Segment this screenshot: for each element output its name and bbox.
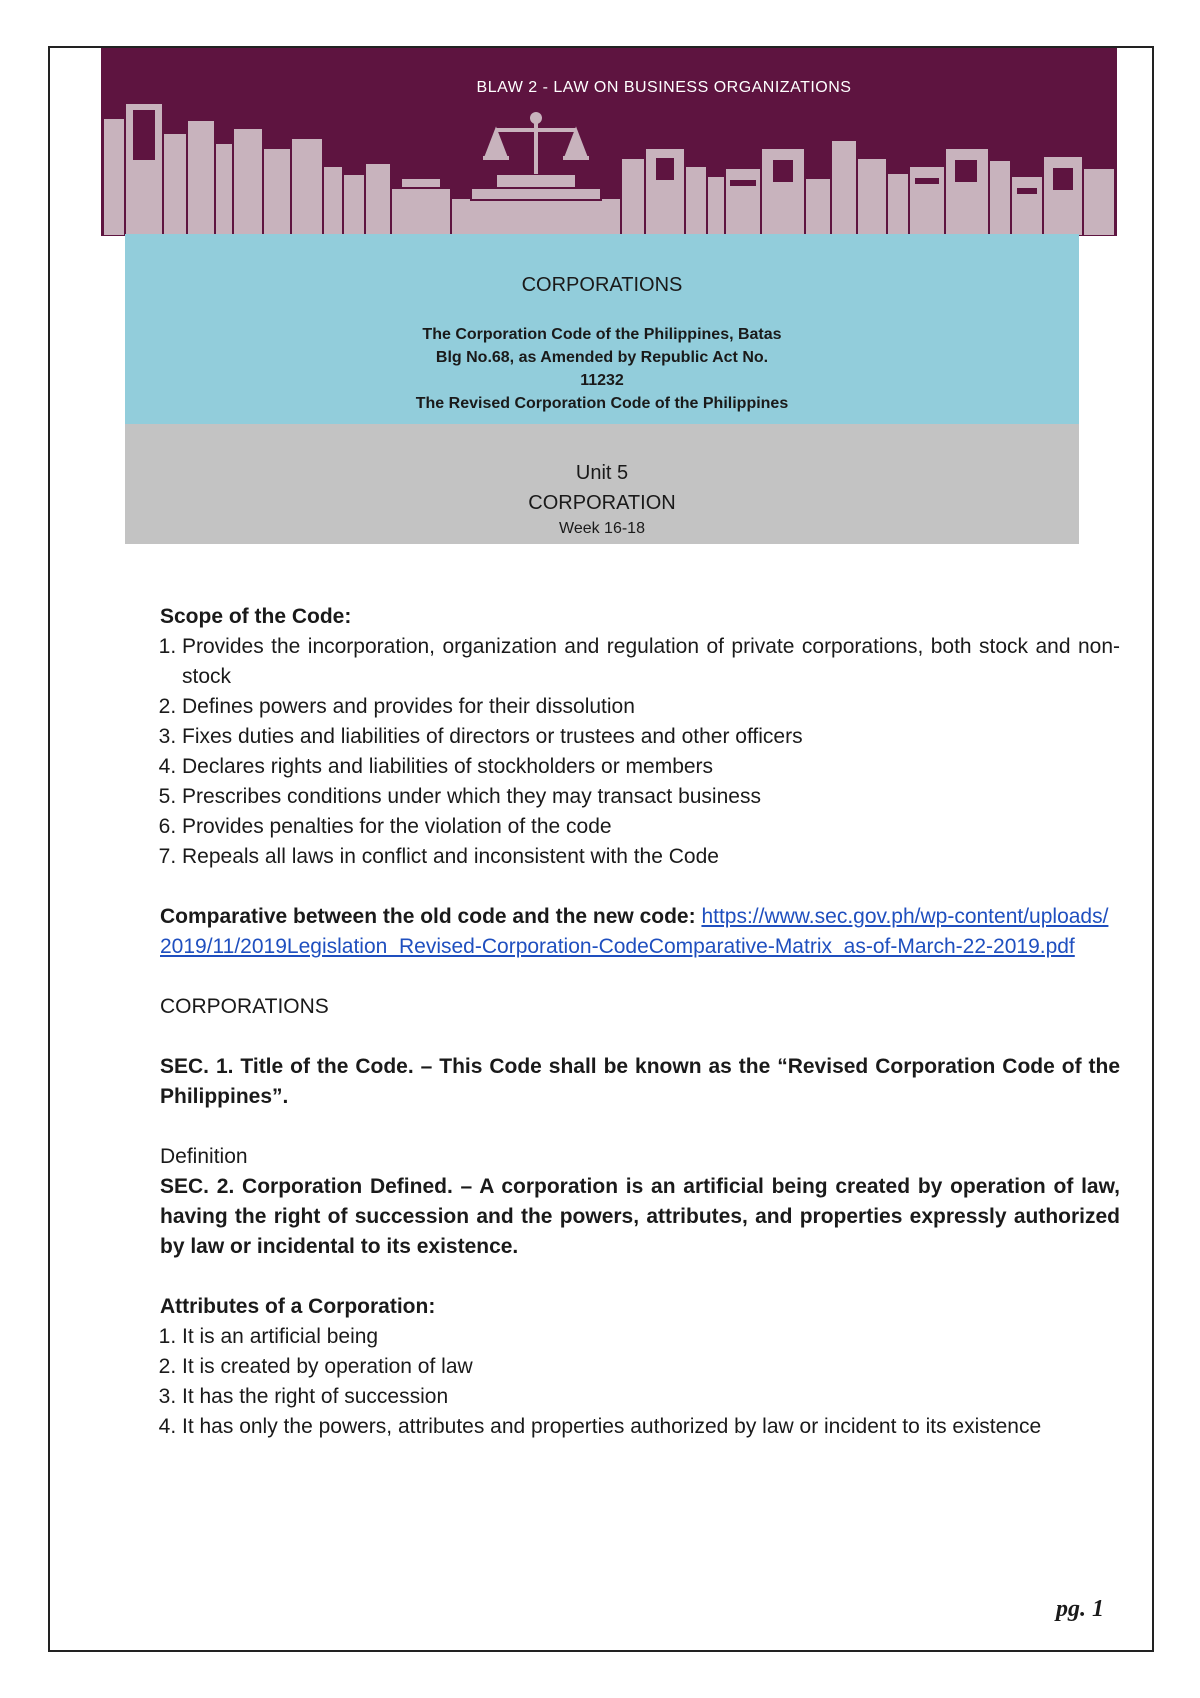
course-title: BLAW 2 - LAW ON BUSINESS ORGANIZATIONS — [476, 79, 852, 96]
scope-list — [160, 632, 1120, 872]
comparative-link[interactable]: https://www.sec.gov.ph/wp-content/uploads/2019/11/2019Legislation_Revised-Corporation-CodeComparative-Matrix_as-of-March-22-2019.pdf — [160, 905, 1109, 958]
list-item: 1. Provides the incorporation, organization and regulation of private corporations, both stock and non-stock — [182, 632, 1120, 692]
corporations-heading: CORPORATIONS — [160, 995, 329, 1018]
list-item: 3. Fixes duties and liabilities of directors or trustees and other officers — [182, 722, 1120, 752]
title-subtitle — [125, 323, 1079, 415]
list-item: 4. Declares rights and liabilities of stockholders or members — [182, 752, 1120, 782]
list-item: 2. Defines powers and provides for their dissolution — [182, 692, 1120, 722]
list-item: 3. It has the right of succession — [182, 1382, 1120, 1412]
subtitle-line: The Corporation Code of the Philippines, Batas — [422, 326, 782, 343]
list-item: 1. It is an artificial being — [182, 1322, 1120, 1352]
list-item: 7. Repeals all laws in conflict and inconsistent with the Code — [182, 842, 1120, 872]
list-item: 4. It has only the powers, attributes and properties authorized by law or incident to its existence — [182, 1412, 1120, 1442]
subtitle-line: 11232 — [580, 372, 624, 389]
main-content — [160, 602, 1120, 1442]
unit-topic: CORPORATION — [528, 492, 676, 514]
list-item: 6. Provides penalties for the violation of the code — [182, 812, 1120, 842]
subtitle-line: The Revised Corporation Code of the Philippines — [415, 395, 789, 412]
page-number: pg. 1 — [1056, 1596, 1104, 1622]
week-range: Week 16-18 — [559, 520, 645, 537]
bookshelf-illustration — [101, 48, 1117, 236]
title-box — [125, 234, 1079, 424]
unit-label — [125, 458, 1079, 518]
unit-number: Unit 5 — [575, 462, 629, 484]
attributes-list — [160, 1322, 1120, 1442]
section-1: SEC. 1. Title of the Code. – This Code shall be known as the “Revised Corporation Code of the Philippines”. — [160, 1055, 1120, 1108]
title-heading: CORPORATIONS — [521, 274, 683, 296]
unit-box — [125, 424, 1079, 544]
definition-label: Definition — [160, 1145, 248, 1168]
header-banner — [101, 48, 1117, 236]
attributes-heading: Attributes of a Corporation: — [160, 1295, 436, 1318]
subtitle-line: Blg No.68, as Amended by Republic Act No. — [435, 349, 769, 366]
list-item: 5. Prescribes conditions under which they may transact business — [182, 782, 1120, 812]
list-item: 2. It is created by operation of law — [182, 1352, 1120, 1382]
scope-heading: Scope of the Code: — [160, 605, 352, 628]
section-2: SEC. 2. Corporation Defined. – A corporation is an artificial being created by operation of law, having the right of succession and the powers, attributes, and properties expressly authorized by law or incidental to its existence. — [160, 1175, 1120, 1258]
comparative-label: Comparative between the old code and the new code: — [160, 905, 696, 928]
comparative-paragraph — [160, 902, 1120, 962]
